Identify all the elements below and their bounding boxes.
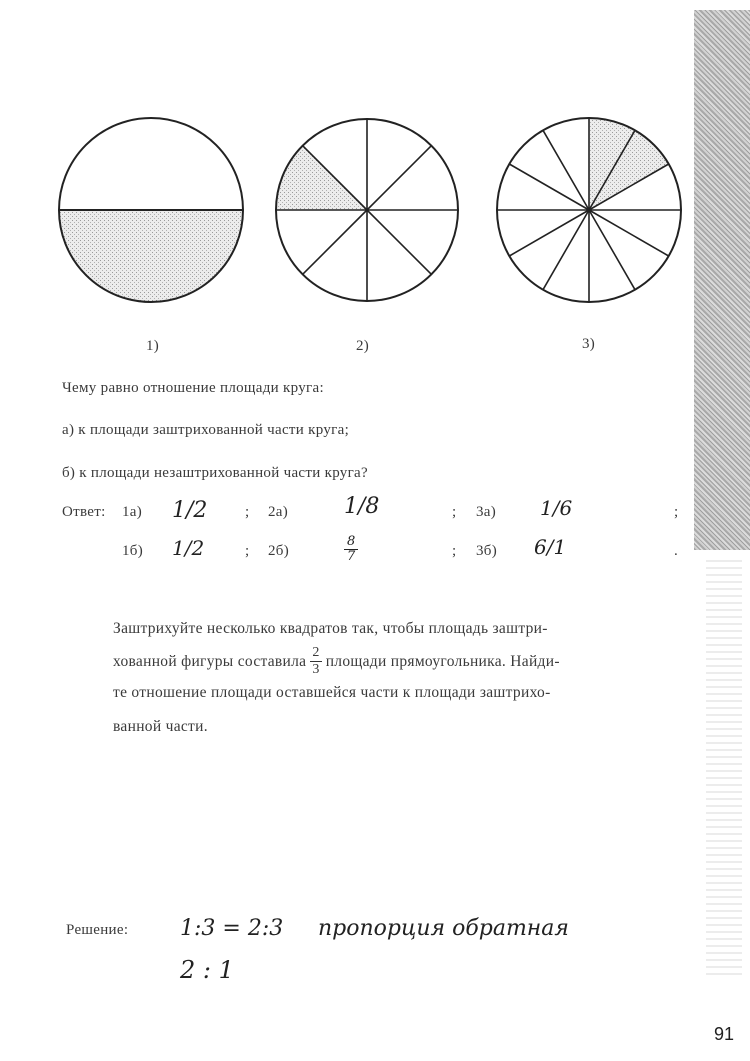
answer-3a-label: 3а)	[476, 504, 497, 520]
circle-3-shaded-sectors	[589, 118, 669, 210]
answer-1b-value: 1/2	[172, 536, 205, 560]
answer-1b-sep: ;	[245, 543, 250, 559]
answer-2b-denominator: 7	[347, 549, 356, 564]
answer-label: Ответ:	[62, 504, 106, 520]
circle-3-divider	[509, 210, 589, 256]
answer-2b-sep: ;	[452, 543, 457, 559]
question-line-b: б) к площади незаштрихованной части круга?	[62, 465, 368, 481]
figure-label-3: 3)	[582, 336, 596, 352]
task2-fraction	[310, 646, 321, 677]
circle-2-divider	[367, 146, 431, 210]
task2-fraction-num: 2	[312, 645, 320, 660]
page-number: 91	[714, 1024, 735, 1044]
circle-3-divider	[543, 130, 589, 210]
question-line-1: Чему равно отношение площади круга:	[62, 380, 324, 396]
answer-2b-label: 2б)	[268, 543, 290, 559]
solution-line-2: 2 : 1	[180, 956, 234, 984]
answer-2a-label: 2а)	[268, 504, 289, 520]
task2-line-2	[113, 646, 560, 677]
task2-line-2-before: хованной фигуры составила	[113, 652, 307, 670]
solution-note: пропорция обратная	[318, 916, 569, 941]
circle-3	[497, 118, 681, 302]
circle-2-divider	[367, 210, 431, 274]
circle-3-divider	[589, 210, 669, 256]
task2-line-2-after: площади прямоугольника. Найди-	[325, 652, 560, 670]
answer-2a-sep: ;	[452, 504, 457, 520]
answer-1a-sep: ;	[245, 504, 250, 520]
answer-3b-sep: .	[674, 543, 679, 559]
answer-1a-label: 1а)	[122, 504, 143, 520]
task2-line-4: ванной части.	[113, 718, 208, 735]
circle-1-shaded-half	[59, 210, 243, 302]
circle-2-shaded-sector	[276, 146, 367, 210]
task2-fraction-den: 3	[312, 662, 320, 677]
answer-3a-value: 1/6	[540, 496, 573, 520]
circle-3-divider	[543, 210, 589, 290]
circle-figures	[0, 0, 694, 330]
circle-2	[276, 119, 458, 301]
answer-3a-sep: ;	[674, 504, 679, 520]
question-line-a: а) к площади заштрихованной части круга;	[62, 422, 350, 438]
answer-2a-value: 1/8	[344, 494, 380, 519]
solution-line-1: 1:3 = 2:3	[180, 916, 284, 941]
answer-1a-value: 1/2	[172, 498, 208, 523]
figure-label-1: 1)	[146, 338, 160, 354]
answer-2b-value	[344, 535, 358, 563]
answer-2b-numerator: 8	[344, 535, 358, 550]
answer-1b-label: 1б)	[122, 543, 144, 559]
circle-2-divider	[303, 210, 367, 274]
answer-3b-value: 6/1	[534, 535, 567, 559]
circle-3-divider	[589, 210, 635, 290]
task2-line-3: те отношение площади оставшейся части к площади заштрихо-	[113, 684, 551, 701]
circle-1	[59, 118, 243, 302]
answer-3b-label: 3б)	[476, 543, 498, 559]
task2-line-1: Заштрихуйте несколько квадратов так, чтобы площадь заштри-	[113, 620, 548, 637]
figure-label-2: 2)	[356, 338, 370, 354]
margin-scan-strip	[694, 10, 750, 550]
margin-scan-strip-light	[706, 555, 742, 975]
solution-label: Решение:	[66, 922, 129, 938]
circle-3-divider	[509, 164, 589, 210]
